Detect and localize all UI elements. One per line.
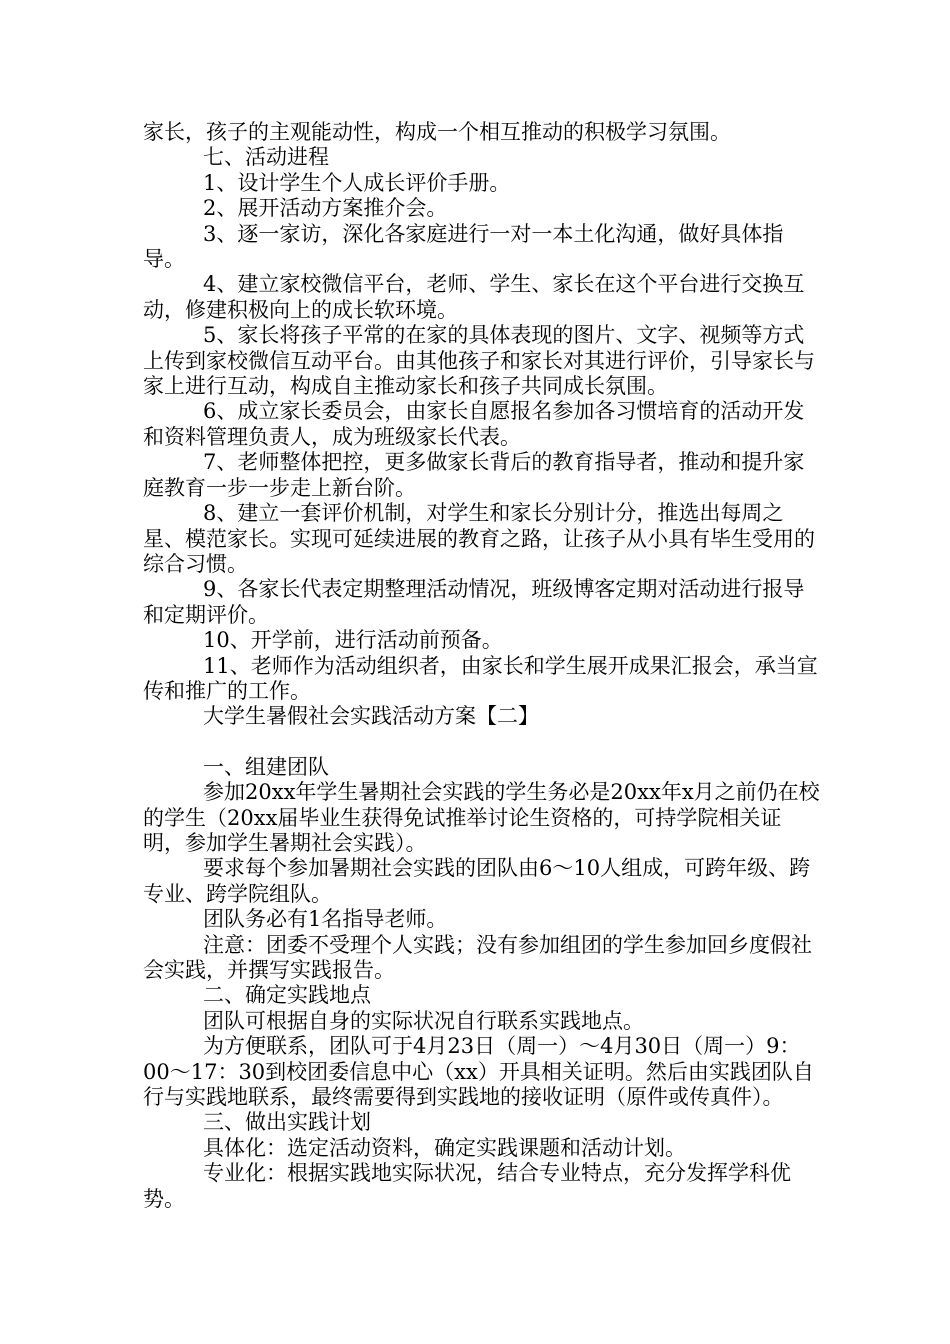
paragraph: 注意：团委不受理个人实践；没有参加组团的学生参加回乡度假社会实践，并撰写实践报告。: [143, 932, 812, 982]
section-heading: 一、组建团队: [203, 754, 329, 779]
section-heading: 七、活动进程: [203, 145, 329, 170]
list-item: 9、各家长代表定期整理活动情况，班级博客定期对活动进行报导和定期评价。: [143, 577, 805, 627]
paragraph: 团队可根据自身的实际状况自行联系实践地点。: [203, 1008, 644, 1033]
list-item: 2、展开活动方案推介会。: [203, 196, 448, 221]
section-heading: 三、做出实践计划: [203, 1110, 371, 1135]
list-item: 4、建立家校微信平台，老师、学生、家长在这个平台进行交换互动，修建积极向上的成长软环境。: [143, 272, 805, 322]
list-item: 10、开学前，进行活动前预备。: [203, 628, 503, 653]
document-body: [143, 120, 823, 1212]
paragraph: 要求每个参加暑期社会实践的团队由6～10人组成，可跨年级、跨专业、跨学院组队。: [143, 856, 811, 906]
paragraph: 团队务必有1名指导老师。: [203, 907, 448, 932]
blank-line: [143, 730, 823, 755]
paragraph: 家长，孩子的主观能动性，构成一个相互推动的积极学习氛围。: [143, 120, 731, 144]
document-title: 大学生暑假社会实践活动方案【二】: [203, 704, 539, 729]
list-item: 6、成立家长委员会，由家长自愿报名参加各习惯培育的活动开发和资料管理负责人，成为班级家长代表。: [143, 399, 805, 449]
paragraph: 具体化：选定活动资料，确定实践课题和活动计划。: [203, 1135, 686, 1160]
list-item: 8、建立一套评价机制，对学生和家长分别计分，推选出每周之星、模范家长。实现可延续进展的教育之路，让孩子从小具有毕生受用的综合习惯。: [143, 501, 815, 576]
paragraph: 专业化：根据实践地实际状况，结合专业特点，充分发挥学科优势。: [143, 1161, 791, 1211]
list-item: 11、老师作为活动组织者，由家长和学生展开成果汇报会，承当宣传和推广的工作。: [143, 653, 818, 703]
list-item: 1、设计学生个人成长评价手册。: [203, 170, 511, 195]
list-item: 5、家长将孩子平常的在家的具体表现的图片、文字、视频等方式上传到家校微信互动平台。由其他孩子和家长对其进行评价，引导家长与家上进行互动，构成自主推动家长和孩子共同成长氛围。: [143, 323, 815, 399]
paragraph: 参加20xx年学生暑期社会实践的学生务必是20xx年x月之前仍在校的学生（20xx届毕业生获得免试推举讨论生资格的，可持学院相关证明，参加学生暑期社会实践）。: [143, 780, 820, 855]
list-item: 3、逐一家访，深化各家庭进行一对一本土化沟通，做好具体指导。: [143, 221, 784, 272]
list-item: 7、老师整体把控，更多做家长背后的教育指导者，推动和提升家庭教育一步一步走上新台阶。: [143, 450, 805, 500]
paragraph: 为方便联系，团队可于4月23日（周一）～4月30日（周一）9：00～17：30到校团委信息中心（xx）开具相关证明。然后由实践团队自行与实践地联系，最终需要得到实践地的接收证明（原件或传真件）。: [143, 1034, 814, 1110]
section-heading: 二、确定实践地点: [203, 983, 371, 1008]
